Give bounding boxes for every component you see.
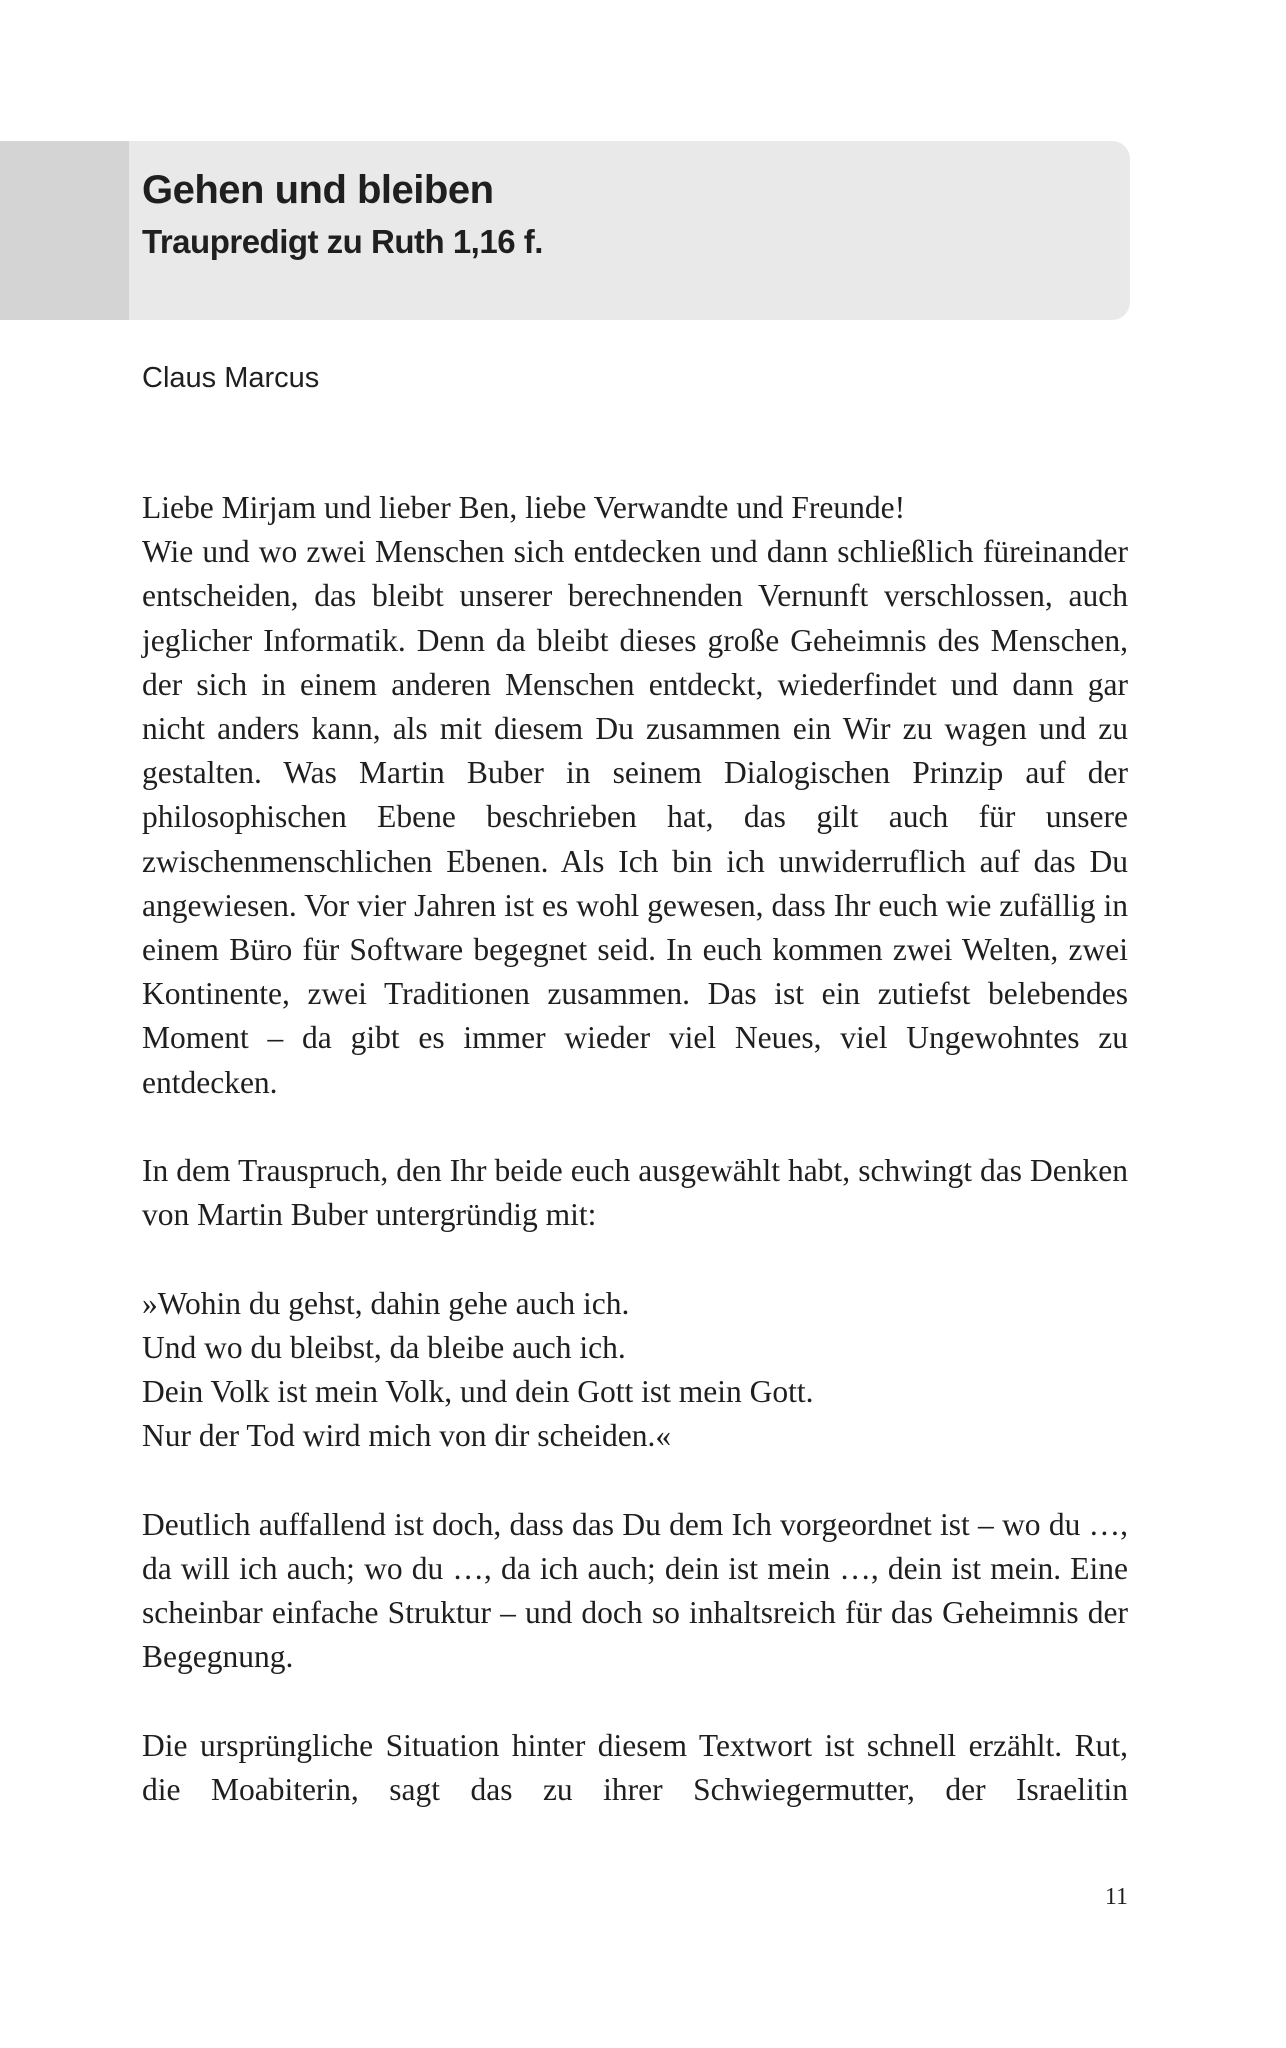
greeting-paragraph: Liebe Mirjam und lieber Ben, liebe Verwandte und Freunde! xyxy=(142,490,906,525)
scripture-line: Dein Volk ist mein Volk, und dein Gott ist mein Gott. xyxy=(142,1374,814,1410)
body-paragraph: In dem Trauspruch, den Ihr beide euch ausgewählt habt, schwingt das Denken von Martin Buber untergründig mit: xyxy=(142,1153,1128,1233)
chapter-subtitle: Traupredigt zu Ruth 1,16 f. xyxy=(142,223,543,260)
scripture-line: Und wo du bleibst, da bleibe auch ich. xyxy=(142,1329,626,1365)
body-text xyxy=(142,486,1128,1812)
body-paragraph: Die ursprüngliche Situation hinter diesem Textwort ist schnell erzählt. Rut, die Moabiterin, sagt das zu ihrer Schwiegermutter, der Israelitin xyxy=(142,1727,1128,1807)
scripture-line: »Wohin du gehst, dahin gehe auch ich. xyxy=(142,1285,630,1321)
body-paragraph: Deutlich auffallend ist doch, dass das Du dem Ich vorgeordnet ist – wo du …, da will ich auch; wo du …, da ich auch; dein ist mein …, dein ist mein. Eine scheinbar einfache Struktur – und doch so inhaltsreich für das Geheimnis der Begegnung. xyxy=(142,1506,1128,1675)
chapter-title: Gehen und bleiben xyxy=(142,168,494,212)
page-number: 11 xyxy=(1104,1884,1128,1910)
chapter-header-accent xyxy=(0,141,129,320)
scripture-quote xyxy=(142,1282,1128,1459)
author-name: Claus Marcus xyxy=(142,362,320,394)
scripture-line: Nur der Tod wird mich von dir scheiden.« xyxy=(142,1418,672,1454)
body-paragraph: Wie und wo zwei Menschen sich entdecken und dann schließlich füreinander entscheiden, das bleibt unserer berechnenden Vernunft verschlossen, auch jeglicher Informatik. Denn da bleibt dieses große Geheimnis des Menschen, der sich in einem anderen Menschen entdeckt, wiederfindet und dann gar nicht anders kann, als mit diesem Du zusammen ein Wir zu wagen und zu gestalten. Was Martin Buber in seinem Dialogischen Prinzip auf der philosophischen Ebene beschrieben hat, das gilt auch für unsere zwischenmenschlichen Ebenen. Als Ich bin ich unwiderruflich auf das Du angewiesen. Vor vier Jahren ist es wohl gewesen, dass Ihr euch wie zufällig in einem Büro für Software begegnet seid. In euch kommen zwei Welten, zwei Kontinente, zwei Traditionen zusammen. Das ist ein zutiefst belebendes Moment – da gibt es immer wieder viel Neues, viel Ungewohntes zu entdecken. xyxy=(142,534,1128,1100)
